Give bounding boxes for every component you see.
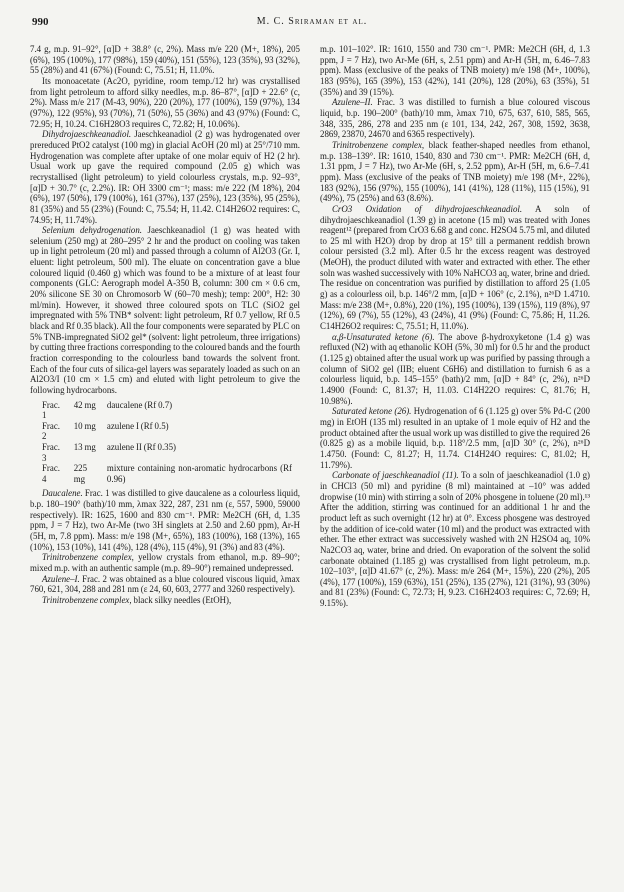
paragraph [30, 552, 300, 573]
fraction-description: mixture containing non-aromatic hydrocarbons (Rf 0.96) [106, 463, 292, 484]
left-column [30, 44, 300, 606]
paragraph [320, 204, 590, 332]
paragraph: 7.4 g, m.p. 91–92°, [α]D + 38.8° (c, 2%). Mass m/e 220 (M+, 18%), 205 (6%), 195 (100%), 177 (98%), 159 (40%), 151 (55%), 123 (35%), 93 (32%), 55 (28%) and 41 (67%) (Found: C, 75.51; H, 11.0%. [30, 44, 300, 76]
paragraph-body: A soln of dihydrojaeschkeanadiol (1.39 g) in acetone (15 ml) was treated with Jones reagent¹² (prepared from CrO3 6.68 g and conc. H2SO4 5.75 ml, and diluted to 25 ml with H2O) drop by drop at 15° till a permanent reddish brown colour persisted (3.2 ml). After 0.5 hr the excess reagent was destroyed (MeOH), the product diluted with water and extracted with ether. The ether soln was washed successively with 10% NaHCO3 aq, water, brine and dried. The residue on concentration was purified by distillation to afford 25 (1.05 g) as a colourless oil, b.p. 146°/2 mm, [α]D + 106° (c, 2.1%), n²⁶D 1.4710. Mass: m/e 238 (M+, 0.8%), 220 (1%), 195 (100%), 139 (15%), 119 (8%), 97 (12%), 69 (7%), 55 (12%), 43 (24%), 41 (9%) (Found: C, 75.86; H, 11.26. C14H26O2 requires: C, 75.51; H, 11.0%). [320, 203, 591, 332]
paragraph: m.p. 101–102°. IR: 1610, 1550 and 730 cm⁻¹. PMR: Me2CH (6H, d, 1.3 ppm, J = 7 Hz), two Ar-Me (6H, s, 2.51 ppm) and Ar-H (5H, m, 6.46–7.83 ppm). Mass (exclusive of the peaks of TNB moiety) m/e 198 (M+, 100%), 183 (95%), 165 (39%), 153 (42%), 141 (20%), 128 (20%), 63 (35%), 51 (35%) and 39 (15%). [320, 44, 590, 97]
fraction-table [42, 400, 300, 485]
paragraph [320, 470, 590, 609]
fraction-amount: 225 mg [73, 463, 88, 484]
fraction-amount: 42 mg [73, 399, 96, 410]
paragraph [30, 574, 300, 595]
section-heading: Trinitrobenzene complex, [332, 139, 425, 150]
running-head: M. C. Sriraman et al. [256, 16, 368, 27]
fraction-amount: 13 mg [73, 442, 96, 453]
fraction-label: Frac. 4 [42, 463, 60, 484]
fraction-amount: 10 mg [73, 420, 96, 431]
paragraph: Its monoacetate (Ac2O, pyridine, room temp./12 hr) was crystallised from light petroleum to afford silky needles, m.p. 86–87°, [α]D + 22.6° (c, 2%). Mass m/e 217 (M-43, 90%), 220 (20%), 177 (100%), 159 (97%), 134 (97%), 122 (95%), 93 (70%), 71 (50%), 55 (36%) and 43 (97%) (Found: C, 72.95; H, 10.24. C16H28O3 requires C, 72.82; H, 10.06%). [30, 75, 300, 129]
section-heading: Daucalene. [42, 488, 83, 499]
section-heading: Azulene–II. [332, 97, 373, 108]
right-column [320, 44, 590, 609]
paragraph [320, 332, 590, 407]
paragraph-body: black feather-shaped needles from ethanol, m.p. 138–139°. IR: 1610, 1540, 830 and 730 cm⁻¹. PMR: Me2CH (6H, d, 1.31 ppm, J = 7 Hz), two Ar-Me (6H, s, 2.52 ppm), Ar-H (5H, m, 6.6–7.41 ppm). Mass (exclusive of the peaks of TNB moiety) m/e 198 (M+, 22%), 183 (92%), 156 (97%), 155 (100%), 141 (41%), 128 (11%), 115 (15%), 91 (49%), 75 (25%) and 63 (8.6%). [320, 139, 590, 204]
paragraph [30, 129, 300, 225]
table-row [42, 463, 300, 484]
paragraph [30, 225, 300, 396]
paragraph-body: The above β-hydroxyketone (1.4 g) was refluxed (N2) with aq ethanolic KOH (5%, 30 ml) for 0.5 hr and the product (1.125 g) obtained after the usual work up was purified by passing through a column of SiO2 gel (IIB; eluent C6H6) and distillation to furnish 6 as a colourless liquid, b.p. 145–155° (bath)/2 mm, [α]D + 84° (c, 2%), n²⁶D 1.4900 (Found: C, 81.37; H, 11.03. C14H22O requires: C, 81.76; H, 10.98%). [320, 331, 590, 406]
fraction-label: Frac. 3 [42, 442, 60, 463]
table-row [42, 442, 300, 463]
paragraph-body: yellow crystals from ethanol, m.p. 89–90°; mixed m.p. with an authentic sample (m.p. 89–90°) remained undepressed. [30, 552, 300, 573]
fraction-label: Frac. 1 [42, 399, 60, 421]
paragraph-body: Frac. 1 was distilled to give daucalene as a colourless liquid, b.p. 180–190° (bath)/10 mm, λmax 322, 287, 231 nm (ε, 557, 5900, 59000 respectively). IR: 1625, 1600 and 830 cm⁻¹. PMR: Me2CH (6H, d, 1.35 ppm, J = 7 Hz), two Ar-Me (two 3H singlets at 2.50 and 2.60 ppm), Ar-H (5H, m, 7.8 ppm). Mass: m/e 198 (M+, 65%), 183 (100%), 168 (13%), 165 (10%), 153 (10%), 141 (4%), 128 (4%), 115 (4%), 91 (3%) and 83 (4%). [30, 488, 300, 552]
paragraph-body: Frac. 2 was obtained as a blue coloured viscous liquid, λmax 760, 621, 304, 288 and 281 nm (ε 24, 60, 603, 2777 and 3260 respectively). [30, 573, 300, 595]
paragraph-body: Jaeschkeanadiol (2 g) was hydrogenated over prereduced PtO2 catalyst (100 mg) in glacial AcOH (20 ml) at 25°/710 mm. Hydrogenation was complete after uptake of one molar equiv of H2 (2 hr). Usual work up gave the required compound (2.05 g) which was recrystallised (light petroleum) to yield colourless crystals, m.p. 92–93°, [α]D + 30.7° (c, 2.2%). IR: OH 3300 cm⁻¹; mass: m/e 222 (M 18%), 204 (6%), 197 (50%), 179 (100%), 161 (37%), 137 (25%), 123 (35%), 95 (25%), 81 (35%) and 55 (23%) (Found: C, 75.54; H, 11.42. C14H26O2 requires: C, 74.95; H, 11.74%). [30, 129, 300, 225]
paragraph-body: Frac. 3 was distilled to furnish a blue coloured viscous liquid, b.p. 190–200° (bath)/10 mm, λmax 710, 675, 637, 610, 585, 565, 348, 335, 286, 278 and 235 nm (ε 101, 134, 242, 267, 308, 1592, 3638, 2869, 23870, 24670 and 6365 respectively). [320, 97, 590, 140]
fraction-description: azulene II (Rf 0.35) [106, 442, 177, 453]
fraction-description: daucalene (Rf 0.7) [106, 399, 173, 410]
section-heading: Dihydrojaeschkeanadiol. [42, 129, 132, 140]
paragraph [320, 140, 590, 204]
section-heading: Saturated ketone (26). [332, 406, 412, 417]
section-heading: Carbonate of jaeschkeanadiol (11). [332, 470, 459, 481]
page-header [32, 16, 592, 34]
paragraph-body: black silky needles (EtOH), [131, 594, 232, 605]
section-heading: Trinitrobenzene complex, [42, 552, 134, 563]
table-row [42, 400, 300, 421]
paragraph-body: To a soln of jaeschkeanadiol (1.0 g) in CHCl3 (50 ml) and pyridine (8 ml) maintained at –10° was added dropwise (10 min) with stirring a soln of 20% phosgene in toluene (20 ml).¹³ After the addition, stirring was continued for an additional 1 hr and the product left as such overnight (12 hr) at 0°. Excess phosgene was destroyed by the addition of ice-cold water (10 ml) and the product was extracted with ether. The ether extract was successively washed with 2N H2SO4 aq, 10% Na2CO3 aq, water, brine and dried. On evaporation of the solvent the solid carbonate obtained (1.185 g) was crystallised from light petroleum, m.p. 102–103°, [α]D 41.67° (c, 2%). Mass: m/e 264 (M+, 15%), 220 (2%), 205 (4%), 177 (100%), 159 (63%), 151 (25%), 135 (27%), 121 (31%), 93 (30%) and 81 (23%) (Found: C, 72.73; H, 9.23. C16H24O3 requires: C, 72.69; H, 9.15%). [320, 470, 590, 609]
section-heading: Azulene–I. [42, 573, 80, 584]
table-row [42, 421, 300, 442]
paragraph [30, 595, 300, 606]
section-heading: α,β-Unsaturated ketone (6). [332, 331, 435, 342]
paragraph-body: Jaeschkeanadiol (1 g) was heated with selenium (250 mg) at 280–295° 2 hr and the product on cooling was taken up in light petroleum (20 ml) and passed through a column of Al2O3 (Gr. I, eluent: light petroleum, 500 ml). The eluate on concentration gave a blue coloured liquid (0.460 g) which was found to be a mixture of at least four components (GLC: Aerograph model A-350 B, column: 300 cm × 0.6 cm, 20% silicone SE 30 on Chromosorb W (60–70 mesh); temp: 200°, H2: 30 ml/min). However, it showed three coloured spots on TLC (SiO2 gel impregnated with 5% TNB* solvent: light petroleum, Rf 0.7 yellow, Rf 0.5 black and Rf 0.35 black). All the four components were separated by PLC on 5% TNB-impregnated SiO2 gel* (solvent: light petroleum, three irrigations) by cutting three fractions corresponding to the coloured bands and the fourth fraction corresponding to the colourless band towards the solvent front. Each of the four cuts of silica-gel layers was separately loaded as such on an Al2O3/I (10 cm × 1.5 cm) and eluted with light petroleum to give the following hydrocarbons. [30, 225, 300, 395]
paragraph [320, 406, 590, 470]
fraction-label: Frac. 2 [42, 420, 60, 442]
section-heading: CrO3 Oxidation of dihydrojaeschkeanadiol. [332, 203, 523, 214]
paragraph [320, 97, 590, 140]
section-heading: Selenium dehydrogenation. [42, 225, 143, 236]
paragraph-body: Hydrogenation of 6 (1.125 g) over 5% Pd-C (200 mg) in EtOH (135 ml) resulted in an uptake of 1 mole equiv of H2 and the product obtained after the usual work up was distilled to give the required 26 (0.825 g) as a mobile liquid, b.p. 118°/2.5 mm, [α]D 30° (c, 2%), n²⁶D 1.4750. (Found: C, 81.27; H, 11.74. C14H24O requires: C, 81.02; H, 11.79%). [320, 406, 590, 470]
page-number: 990 [32, 16, 49, 28]
section-heading: Trinitrobenzene complex, [42, 594, 132, 605]
fraction-description: azulene I (Rf 0.5) [106, 420, 169, 431]
paragraph [30, 488, 300, 552]
